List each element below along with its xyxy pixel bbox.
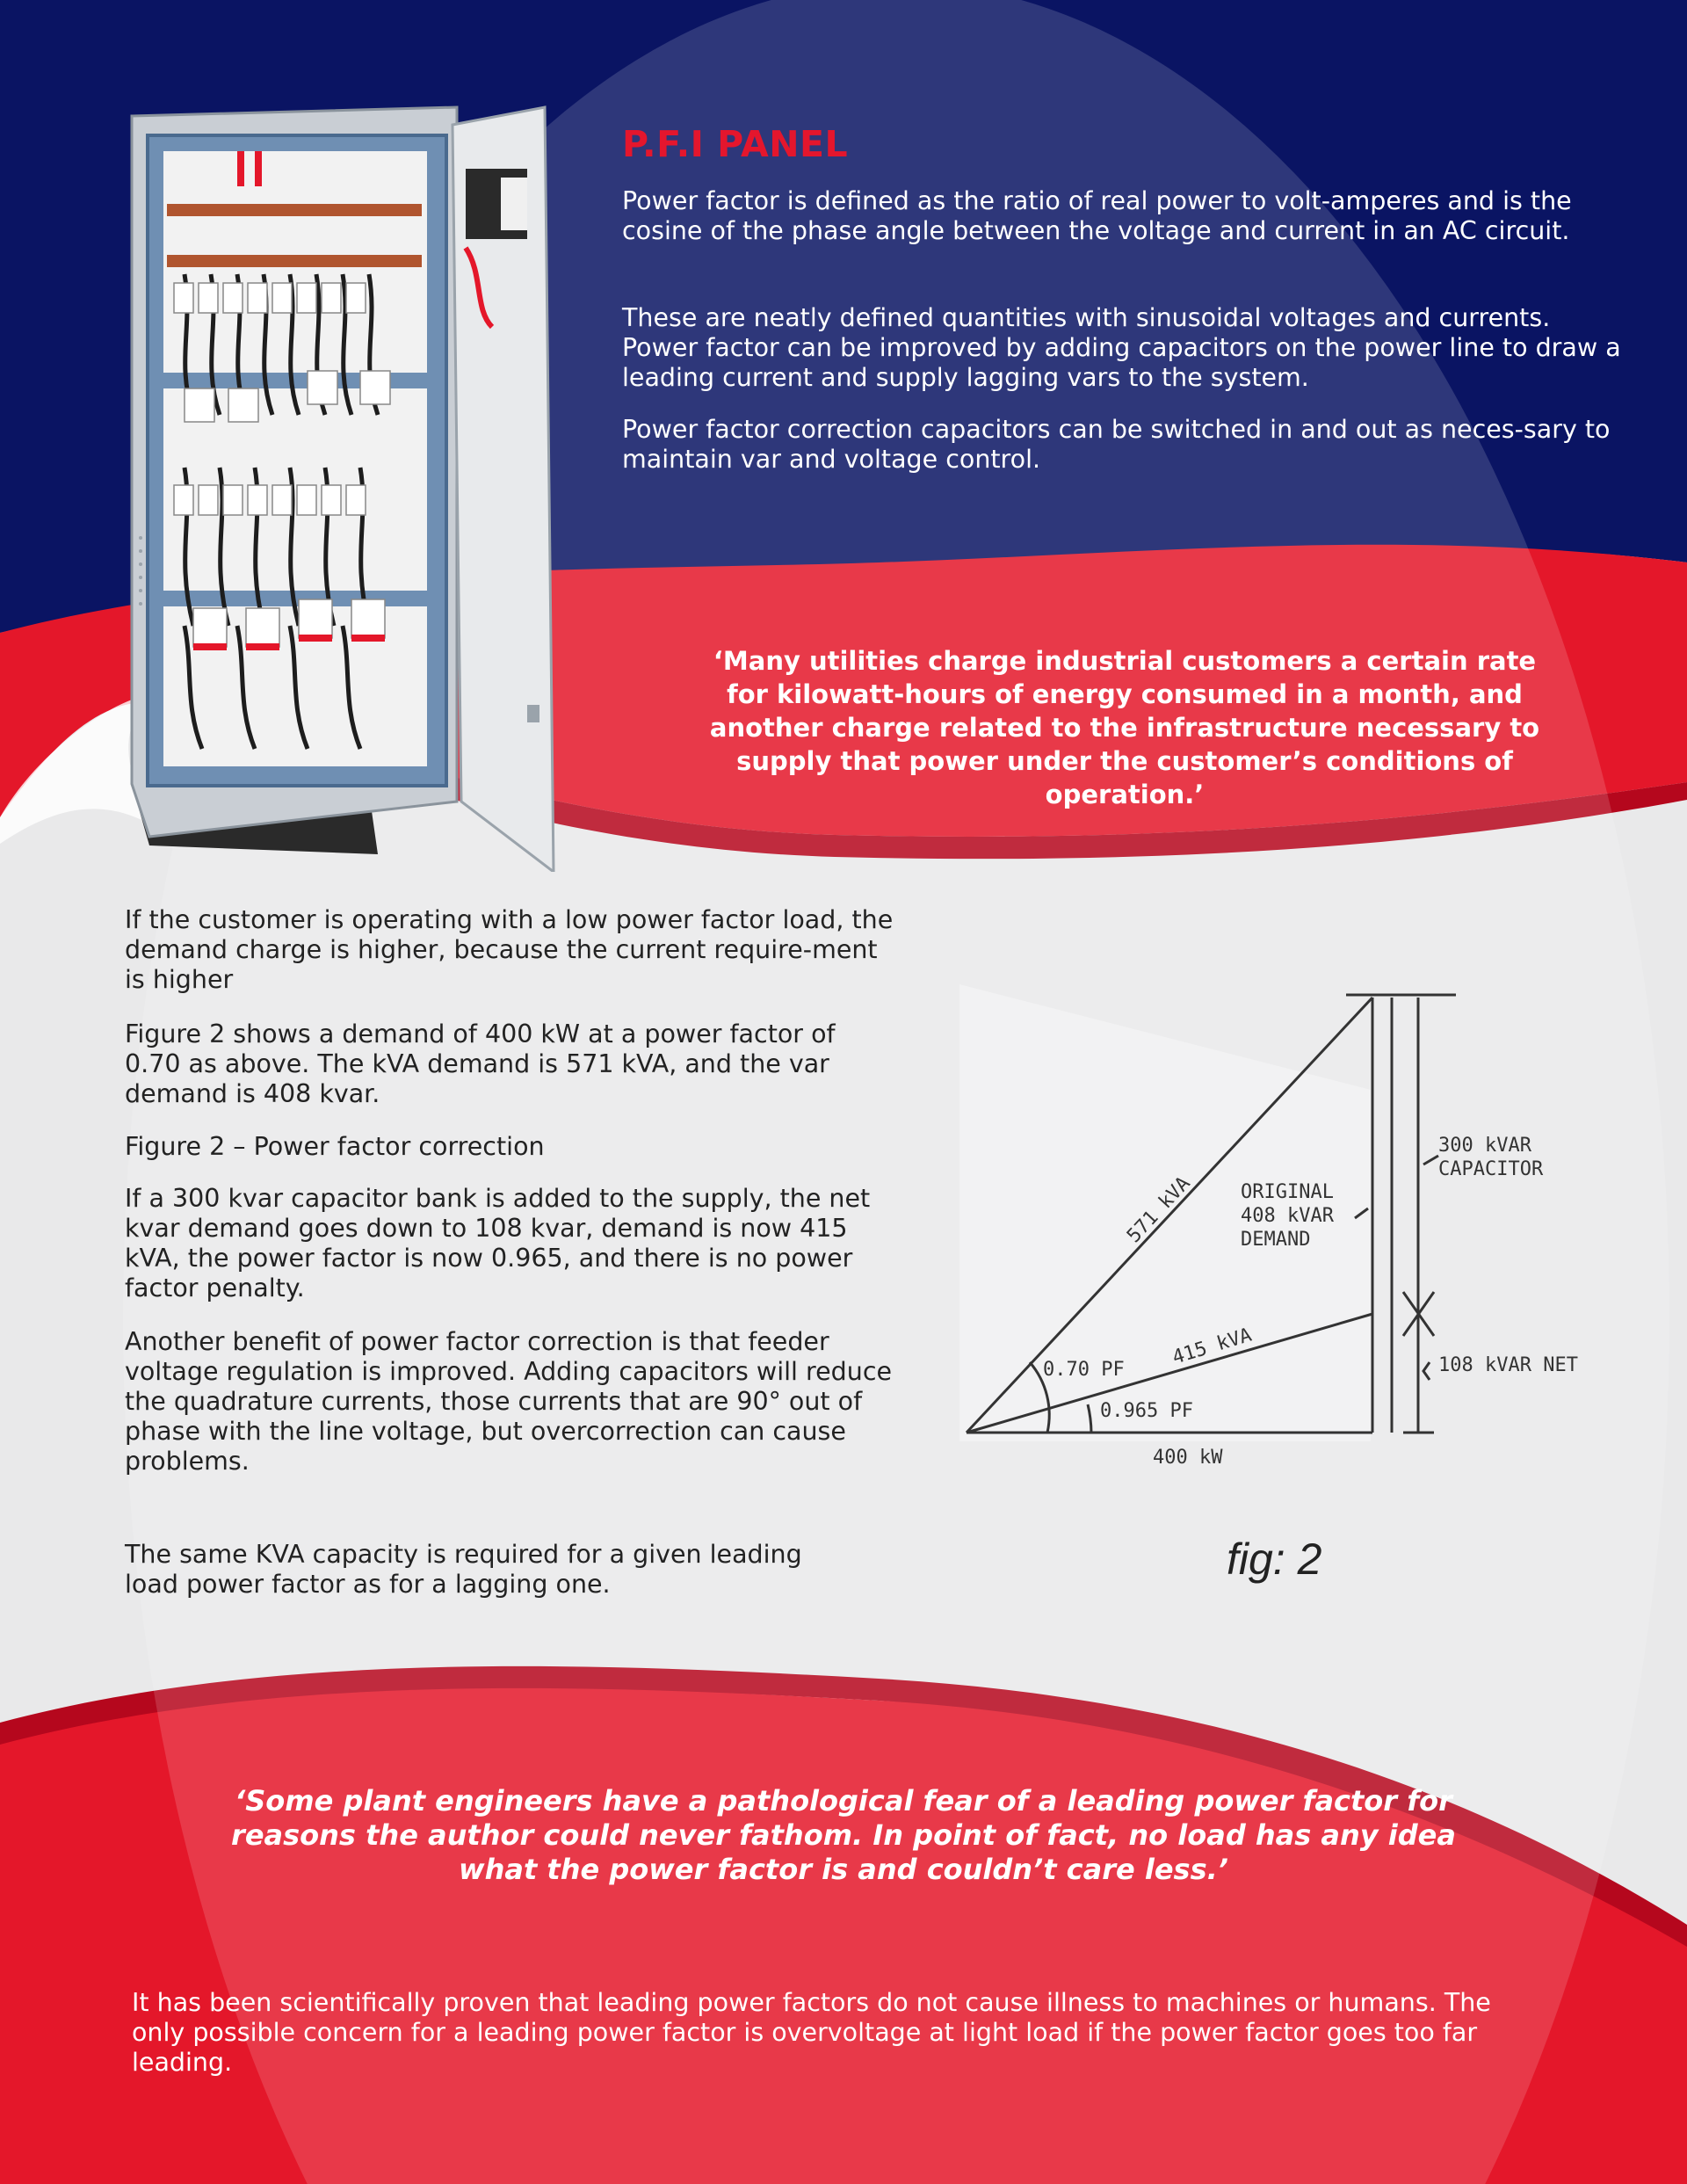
diagram-label-400: 400 kW [1153,1447,1223,1469]
pfi-panel-image [114,98,571,872]
body-paragraph-4: Another benefit of power factor correction is that feeder voltage regulation is improved. Adding capacitors will reduce the quadrature currents, those currents that are 90° out of phase with the line voltage, but overcorrection can cause problems. [125,1327,893,1476]
angle-arc-0965 [1088,1404,1091,1433]
intro-paragraph-3: Power factor correction capacitors can be switched in and out as neces-sary to maintain var and voltage control. [622,415,1611,474]
diagram-label-original-3: DEMAND [1241,1229,1311,1251]
diagram-label-capacitor-1: 300 kVAR [1438,1135,1531,1157]
body-paragraph-5: The same KVA capacity is required for a given leading load power factor as for a lagging one. [125,1540,802,1599]
diagram-label-0965: 0.965 PF [1100,1400,1193,1422]
body-paragraph-1: If the customer is operating with a low power factor load, the demand charge is higher, because the current require-ment is higher [125,905,894,994]
pull-quote-engineers: ‘Some plant engineers have a pathological fear of a leading power factor for reasons the author could never fathom. In point of fact, no load has any idea what the power factor is and couldn’t care less.’ [231,1784,1456,1886]
diagram-label-original-1: ORIGINAL [1241,1181,1334,1203]
intro-paragraph-1: Power factor is defined as the ratio of real power to volt-amperes and is the cosine of the phase angle between the voltage and current in an AC circuit. [622,186,1572,245]
figure-label: fig: 2 [1227,1535,1322,1584]
leader-original [1355,1208,1368,1218]
diagram-label-571: 571 kVA [1123,1172,1195,1248]
intro-paragraph-2: These are neatly defined quantities with sinusoidal voltages and currents. Power factor can be improved by adding capacitors on the power line to draw a leading current and supply lagging vars to the system. [622,303,1621,392]
page-title: P.F.I PANEL [622,123,849,165]
diagram-label-070: 0.70 PF [1043,1359,1125,1381]
diagram-label-original-2: 408 kVAR [1241,1205,1334,1227]
diagram-label-net: 108 kVAR NET [1438,1354,1578,1376]
closing-paragraph: It has been scientifically proven that leading power factors do not cause illness to machines or humans. The only possible concern for a leading power factor is overvoltage at light load if the power factor goes too far leading. [132,1988,1491,2077]
body-paragraph-3: If a 300 kvar capacitor bank is added to the supply, the net kvar demand goes down to 108 kvar, demand is now 415 kVA, the power factor is now 0.965, and there is no power factor penalty. [125,1184,871,1302]
figure-caption: Figure 2 – Power factor correction [125,1132,545,1161]
diagram-label-415: 415 kVA [1169,1324,1255,1369]
body-paragraph-2: Figure 2 shows a demand of 400 kW at a power factor of 0.70 as above. The kVA demand is 571 kVA, and the var demand is 408 kvar. [125,1019,836,1108]
pull-quote-utilities: ‘Many utilities charge industrial customers a certain rate for kilowatt-hours of energy consumed in a month, and another charge related to the infrastructure necessary to supply that power under the customer’s conditions of operation.’ [709,646,1540,809]
power-factor-diagram [959,984,1592,1477]
leader-capacitor [1423,1156,1438,1165]
diagram-label-capacitor-2: CAPACITOR [1438,1158,1544,1180]
leader-net [1423,1362,1430,1380]
